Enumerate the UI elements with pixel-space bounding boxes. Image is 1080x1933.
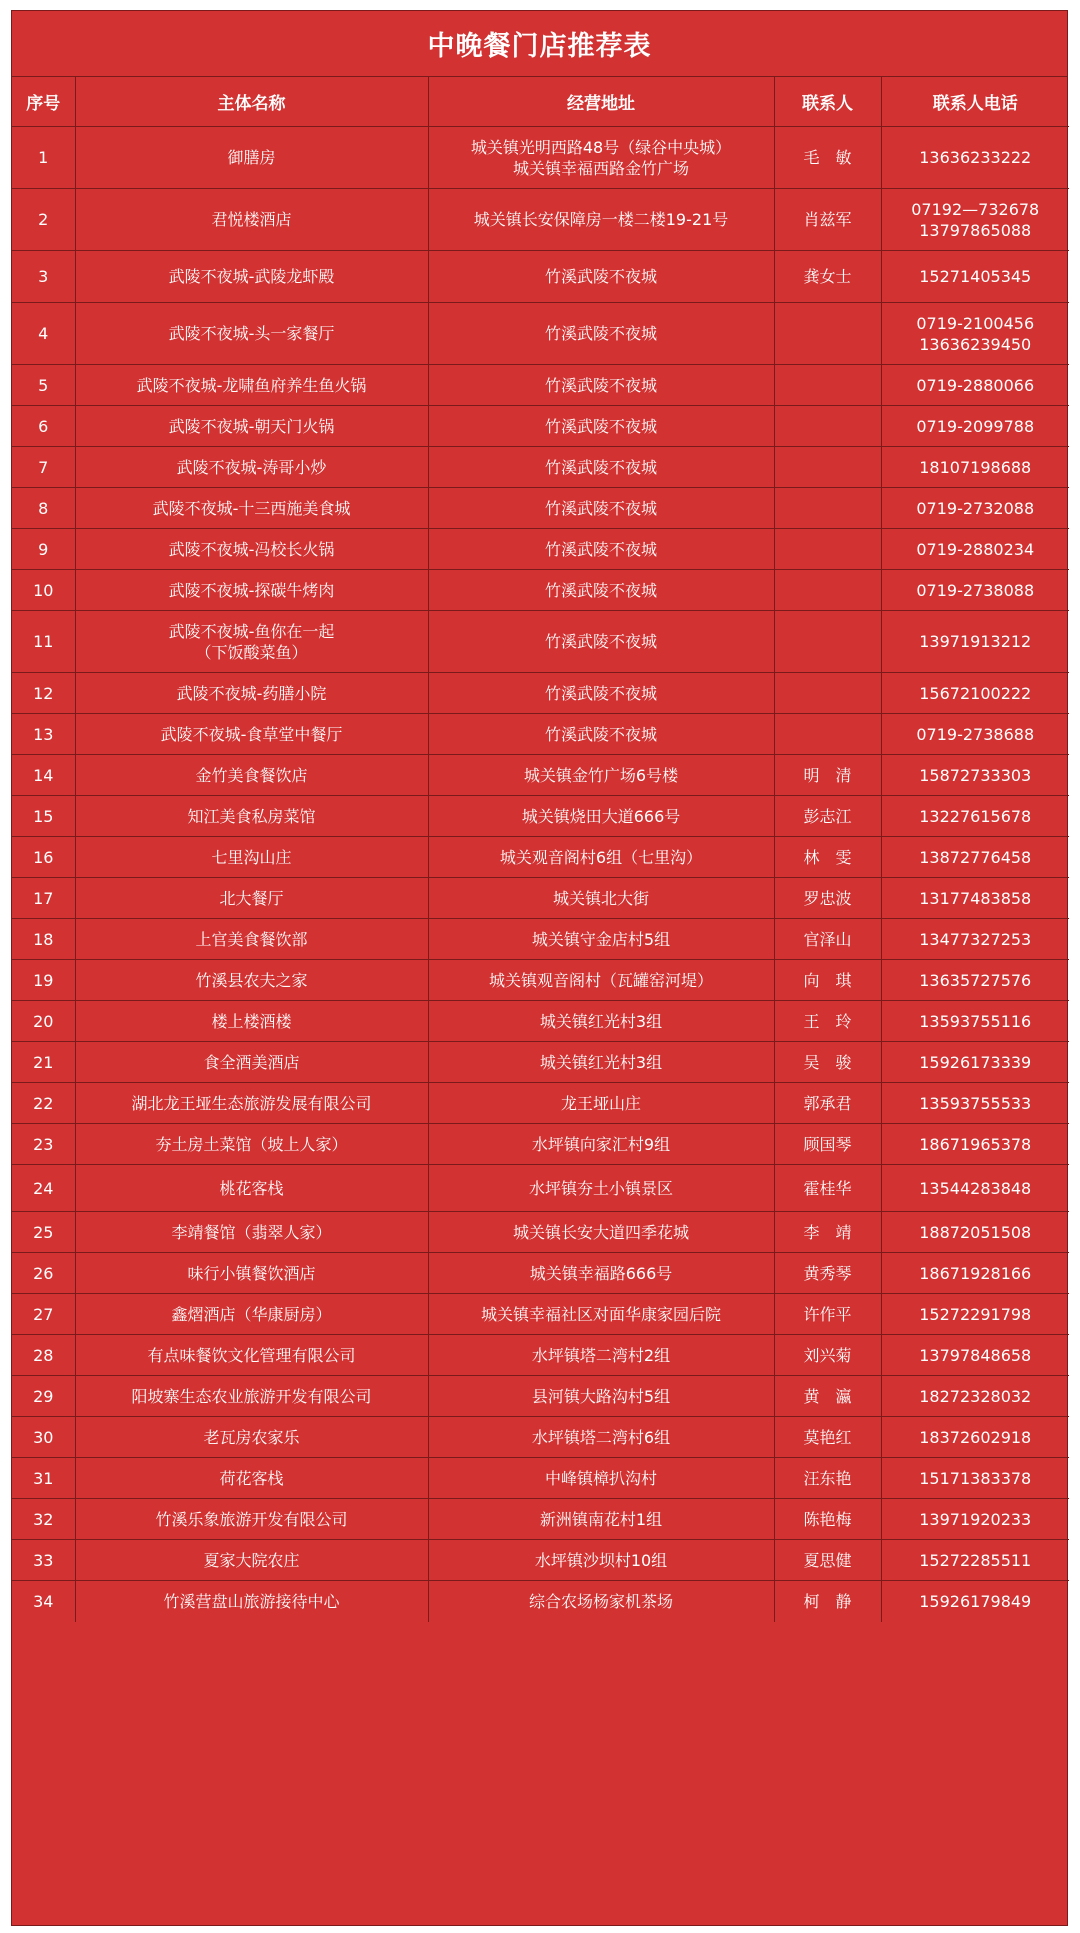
cell-name: 竹溪县农夫之家 [75,960,428,1001]
cell-address: 竹溪武陵不夜城 [428,303,774,365]
cell-name: 武陵不夜城-涛哥小炒 [75,447,428,488]
cell-phone: 13477327253 [881,919,1069,960]
cell-name: 知江美食私房菜馆 [75,796,428,837]
cell-address: 水坪镇向家汇村9组 [428,1124,774,1165]
cell-no: 30 [12,1417,75,1458]
cell-no: 27 [12,1294,75,1335]
cell-no: 5 [12,365,75,406]
cell-contact [774,447,881,488]
cell-phone: 15672100222 [881,673,1069,714]
cell-name: 夏家大院农庄 [75,1540,428,1581]
table-row [12,1124,1069,1165]
cell-phone: 13177483858 [881,878,1069,919]
cell-address: 竹溪武陵不夜城 [428,406,774,447]
cell-phone: 0719-2738088 [881,570,1069,611]
cell-address: 竹溪武陵不夜城 [428,365,774,406]
cell-name: 竹溪乐象旅游开发有限公司 [75,1499,428,1540]
table-row [12,303,1069,365]
cell-contact: 向 琪 [774,960,881,1001]
cell-address: 城关镇守金店村5组 [428,919,774,960]
cell-address: 中峰镇樟扒沟村 [428,1458,774,1499]
cell-address: 竹溪武陵不夜城 [428,447,774,488]
table-row [12,447,1069,488]
cell-contact: 吴 骏 [774,1042,881,1083]
table-row [12,365,1069,406]
cell-address: 城关镇红光村3组 [428,1001,774,1042]
cell-phone: 0719-2880234 [881,529,1069,570]
cell-phone: 15926179849 [881,1581,1069,1622]
cell-contact [774,529,881,570]
table-row [12,796,1069,837]
cell-name: 有点味餐饮文化管理有限公司 [75,1335,428,1376]
cell-contact: 许作平 [774,1294,881,1335]
table-row [12,755,1069,796]
cell-phone: 0719-2880066 [881,365,1069,406]
table-row [12,1458,1069,1499]
cell-address: 水坪镇塔二湾村2组 [428,1335,774,1376]
table-row [12,1083,1069,1124]
cell-contact [774,406,881,447]
cell-contact: 莫艳红 [774,1417,881,1458]
cell-name: 上官美食餐饮部 [75,919,428,960]
cell-phone: 13797848658 [881,1335,1069,1376]
cell-contact: 林 雯 [774,837,881,878]
cell-contact [774,303,881,365]
cell-contact: 夏思健 [774,1540,881,1581]
cell-name: 夯土房土菜馆（坡上人家） [75,1124,428,1165]
cell-phone: 15272291798 [881,1294,1069,1335]
cell-name: 武陵不夜城-药膳小院 [75,673,428,714]
table-row [12,251,1069,303]
cell-address: 水坪镇夯土小镇景区 [428,1165,774,1212]
cell-no: 19 [12,960,75,1001]
column-header-contact: 联系人 [774,77,881,127]
cell-contact [774,714,881,755]
cell-phone: 18372602918 [881,1417,1069,1458]
cell-no: 34 [12,1581,75,1622]
table-row [12,127,1069,189]
cell-phone: 15171383378 [881,1458,1069,1499]
table-row [12,878,1069,919]
cell-no: 28 [12,1335,75,1376]
cell-contact [774,673,881,714]
cell-no: 7 [12,447,75,488]
cell-name: 君悦楼酒店 [75,189,428,251]
cell-contact [774,488,881,529]
cell-contact: 刘兴菊 [774,1335,881,1376]
cell-address: 水坪镇塔二湾村6组 [428,1417,774,1458]
cell-address: 城关镇长安大道四季花城 [428,1212,774,1253]
table-row [12,1540,1069,1581]
cell-address: 竹溪武陵不夜城 [428,611,774,673]
cell-name: 七里沟山庄 [75,837,428,878]
table-row [12,570,1069,611]
table-row [12,1212,1069,1253]
cell-phone: 13971920233 [881,1499,1069,1540]
cell-no: 10 [12,570,75,611]
cell-contact: 黄 瀛 [774,1376,881,1417]
cell-phone: 13872776458 [881,837,1069,878]
cell-no: 33 [12,1540,75,1581]
table-row [12,1253,1069,1294]
cell-contact: 龚女士 [774,251,881,303]
table-row [12,960,1069,1001]
cell-name: 金竹美食餐饮店 [75,755,428,796]
cell-name: 武陵不夜城-食草堂中餐厅 [75,714,428,755]
table-row [12,611,1069,673]
column-header-name: 主体名称 [75,77,428,127]
cell-address: 城关镇红光村3组 [428,1042,774,1083]
column-header-address: 经营地址 [428,77,774,127]
cell-no: 12 [12,673,75,714]
cell-name: 食全酒美酒店 [75,1042,428,1083]
cell-name: 鑫熠酒店（华康厨房） [75,1294,428,1335]
cell-address: 城关镇幸福社区对面华康家园后院 [428,1294,774,1335]
table-row [12,1165,1069,1212]
cell-no: 15 [12,796,75,837]
cell-phone: 13636233222 [881,127,1069,189]
cell-contact: 柯 静 [774,1581,881,1622]
cell-no: 1 [12,127,75,189]
cell-no: 11 [12,611,75,673]
table-row [12,1042,1069,1083]
cell-contact: 汪东艳 [774,1458,881,1499]
cell-name: 武陵不夜城-鱼你在一起 （下饭酸菜鱼） [75,611,428,673]
cell-address: 城关镇烧田大道666号 [428,796,774,837]
cell-phone: 13635727576 [881,960,1069,1001]
cell-no: 29 [12,1376,75,1417]
cell-address: 城关镇光明西路48号（绿谷中央城） 城关镇幸福西路金竹广场 [428,127,774,189]
table-row [12,1001,1069,1042]
cell-name: 武陵不夜城-头一家餐厅 [75,303,428,365]
cell-contact: 毛 敏 [774,127,881,189]
cell-phone: 18272328032 [881,1376,1069,1417]
cell-no: 24 [12,1165,75,1212]
cell-phone: 15271405345 [881,251,1069,303]
column-header-no: 序号 [12,77,75,127]
column-header-phone: 联系人电话 [881,77,1069,127]
cell-name: 楼上楼酒楼 [75,1001,428,1042]
cell-name: 味行小镇餐饮酒店 [75,1253,428,1294]
cell-name: 竹溪营盘山旅游接待中心 [75,1581,428,1622]
cell-no: 9 [12,529,75,570]
table-row [12,189,1069,251]
cell-contact [774,570,881,611]
cell-name: 桃花客栈 [75,1165,428,1212]
cell-contact: 陈艳梅 [774,1499,881,1540]
cell-name: 武陵不夜城-武陵龙虾殿 [75,251,428,303]
cell-no: 22 [12,1083,75,1124]
cell-phone: 0719-2100456 13636239450 [881,303,1069,365]
cell-address: 竹溪武陵不夜城 [428,529,774,570]
table-row [12,1499,1069,1540]
cell-name: 武陵不夜城-冯校长火锅 [75,529,428,570]
cell-address: 竹溪武陵不夜城 [428,714,774,755]
cell-no: 32 [12,1499,75,1540]
cell-phone: 15272285511 [881,1540,1069,1581]
table-body [12,127,1069,1622]
cell-contact: 霍桂华 [774,1165,881,1212]
cell-address: 城关镇观音阁村（瓦罐窑河堤） [428,960,774,1001]
cell-no: 17 [12,878,75,919]
cell-contact: 彭志江 [774,796,881,837]
table-row [12,1581,1069,1622]
cell-phone: 0719-2732088 [881,488,1069,529]
cell-no: 18 [12,919,75,960]
cell-address: 竹溪武陵不夜城 [428,673,774,714]
cell-name: 武陵不夜城-探碳牛烤肉 [75,570,428,611]
cell-no: 25 [12,1212,75,1253]
cell-no: 6 [12,406,75,447]
table-row [12,1335,1069,1376]
cell-no: 8 [12,488,75,529]
cell-phone: 18872051508 [881,1212,1069,1253]
restaurant-table [12,77,1069,1622]
cell-contact [774,611,881,673]
cell-no: 26 [12,1253,75,1294]
table-row [12,714,1069,755]
cell-no: 16 [12,837,75,878]
cell-address: 城关镇北大街 [428,878,774,919]
cell-address: 县河镇大路沟村5组 [428,1376,774,1417]
cell-phone: 18671928166 [881,1253,1069,1294]
cell-contact: 官泽山 [774,919,881,960]
cell-contact: 顾国琴 [774,1124,881,1165]
table-row [12,406,1069,447]
cell-contact: 明 清 [774,755,881,796]
cell-phone: 07192—732678 13797865088 [881,189,1069,251]
table-row [12,837,1069,878]
cell-name: 武陵不夜城-龙啸鱼府养生鱼火锅 [75,365,428,406]
table-row [12,1376,1069,1417]
cell-contact: 黄秀琴 [774,1253,881,1294]
cell-phone: 13971913212 [881,611,1069,673]
cell-no: 23 [12,1124,75,1165]
cell-phone: 18671965378 [881,1124,1069,1165]
cell-no: 13 [12,714,75,755]
cell-name: 荷花客栈 [75,1458,428,1499]
cell-no: 3 [12,251,75,303]
table-row [12,488,1069,529]
cell-address: 新洲镇南花村1组 [428,1499,774,1540]
cell-phone: 0719-2738688 [881,714,1069,755]
cell-phone: 0719-2099788 [881,406,1069,447]
table-row [12,919,1069,960]
cell-phone: 13227615678 [881,796,1069,837]
cell-address: 综合农场杨家机茶场 [428,1581,774,1622]
cell-contact: 王 玲 [774,1001,881,1042]
cell-phone: 18107198688 [881,447,1069,488]
cell-address: 水坪镇沙坝村10组 [428,1540,774,1581]
cell-contact: 肖兹军 [774,189,881,251]
cell-name: 武陵不夜城-朝天门火锅 [75,406,428,447]
cell-phone: 15872733303 [881,755,1069,796]
cell-name: 阳坡寨生态农业旅游开发有限公司 [75,1376,428,1417]
cell-phone: 13593755116 [881,1001,1069,1042]
cell-address: 竹溪武陵不夜城 [428,251,774,303]
cell-address: 竹溪武陵不夜城 [428,488,774,529]
table-row [12,673,1069,714]
cell-contact: 李 靖 [774,1212,881,1253]
table-row [12,1294,1069,1335]
cell-address: 竹溪武陵不夜城 [428,570,774,611]
cell-no: 31 [12,1458,75,1499]
cell-phone: 15926173339 [881,1042,1069,1083]
cell-name: 李靖餐馆（翡翠人家） [75,1212,428,1253]
cell-contact [774,365,881,406]
cell-phone: 13593755533 [881,1083,1069,1124]
cell-address: 城关镇幸福路666号 [428,1253,774,1294]
cell-name: 湖北龙王垭生态旅游发展有限公司 [75,1083,428,1124]
cell-no: 14 [12,755,75,796]
cell-address: 龙王垭山庄 [428,1083,774,1124]
cell-contact: 郭承君 [774,1083,881,1124]
cell-no: 2 [12,189,75,251]
cell-phone: 13544283848 [881,1165,1069,1212]
cell-no: 21 [12,1042,75,1083]
cell-address: 城关镇金竹广场6号楼 [428,755,774,796]
table-row [12,1417,1069,1458]
cell-contact: 罗忠波 [774,878,881,919]
table-row [12,529,1069,570]
cell-address: 城关观音阁村6组（七里沟） [428,837,774,878]
recommendation-sheet [11,10,1068,1926]
cell-name: 北大餐厅 [75,878,428,919]
cell-name: 武陵不夜城-十三西施美食城 [75,488,428,529]
cell-name: 御膳房 [75,127,428,189]
cell-no: 20 [12,1001,75,1042]
page-title: 中晚餐门店推荐表 [12,11,1067,77]
cell-no: 4 [12,303,75,365]
table-header-row [12,77,1069,127]
cell-address: 城关镇长安保障房一楼二楼19-21号 [428,189,774,251]
cell-name: 老瓦房农家乐 [75,1417,428,1458]
